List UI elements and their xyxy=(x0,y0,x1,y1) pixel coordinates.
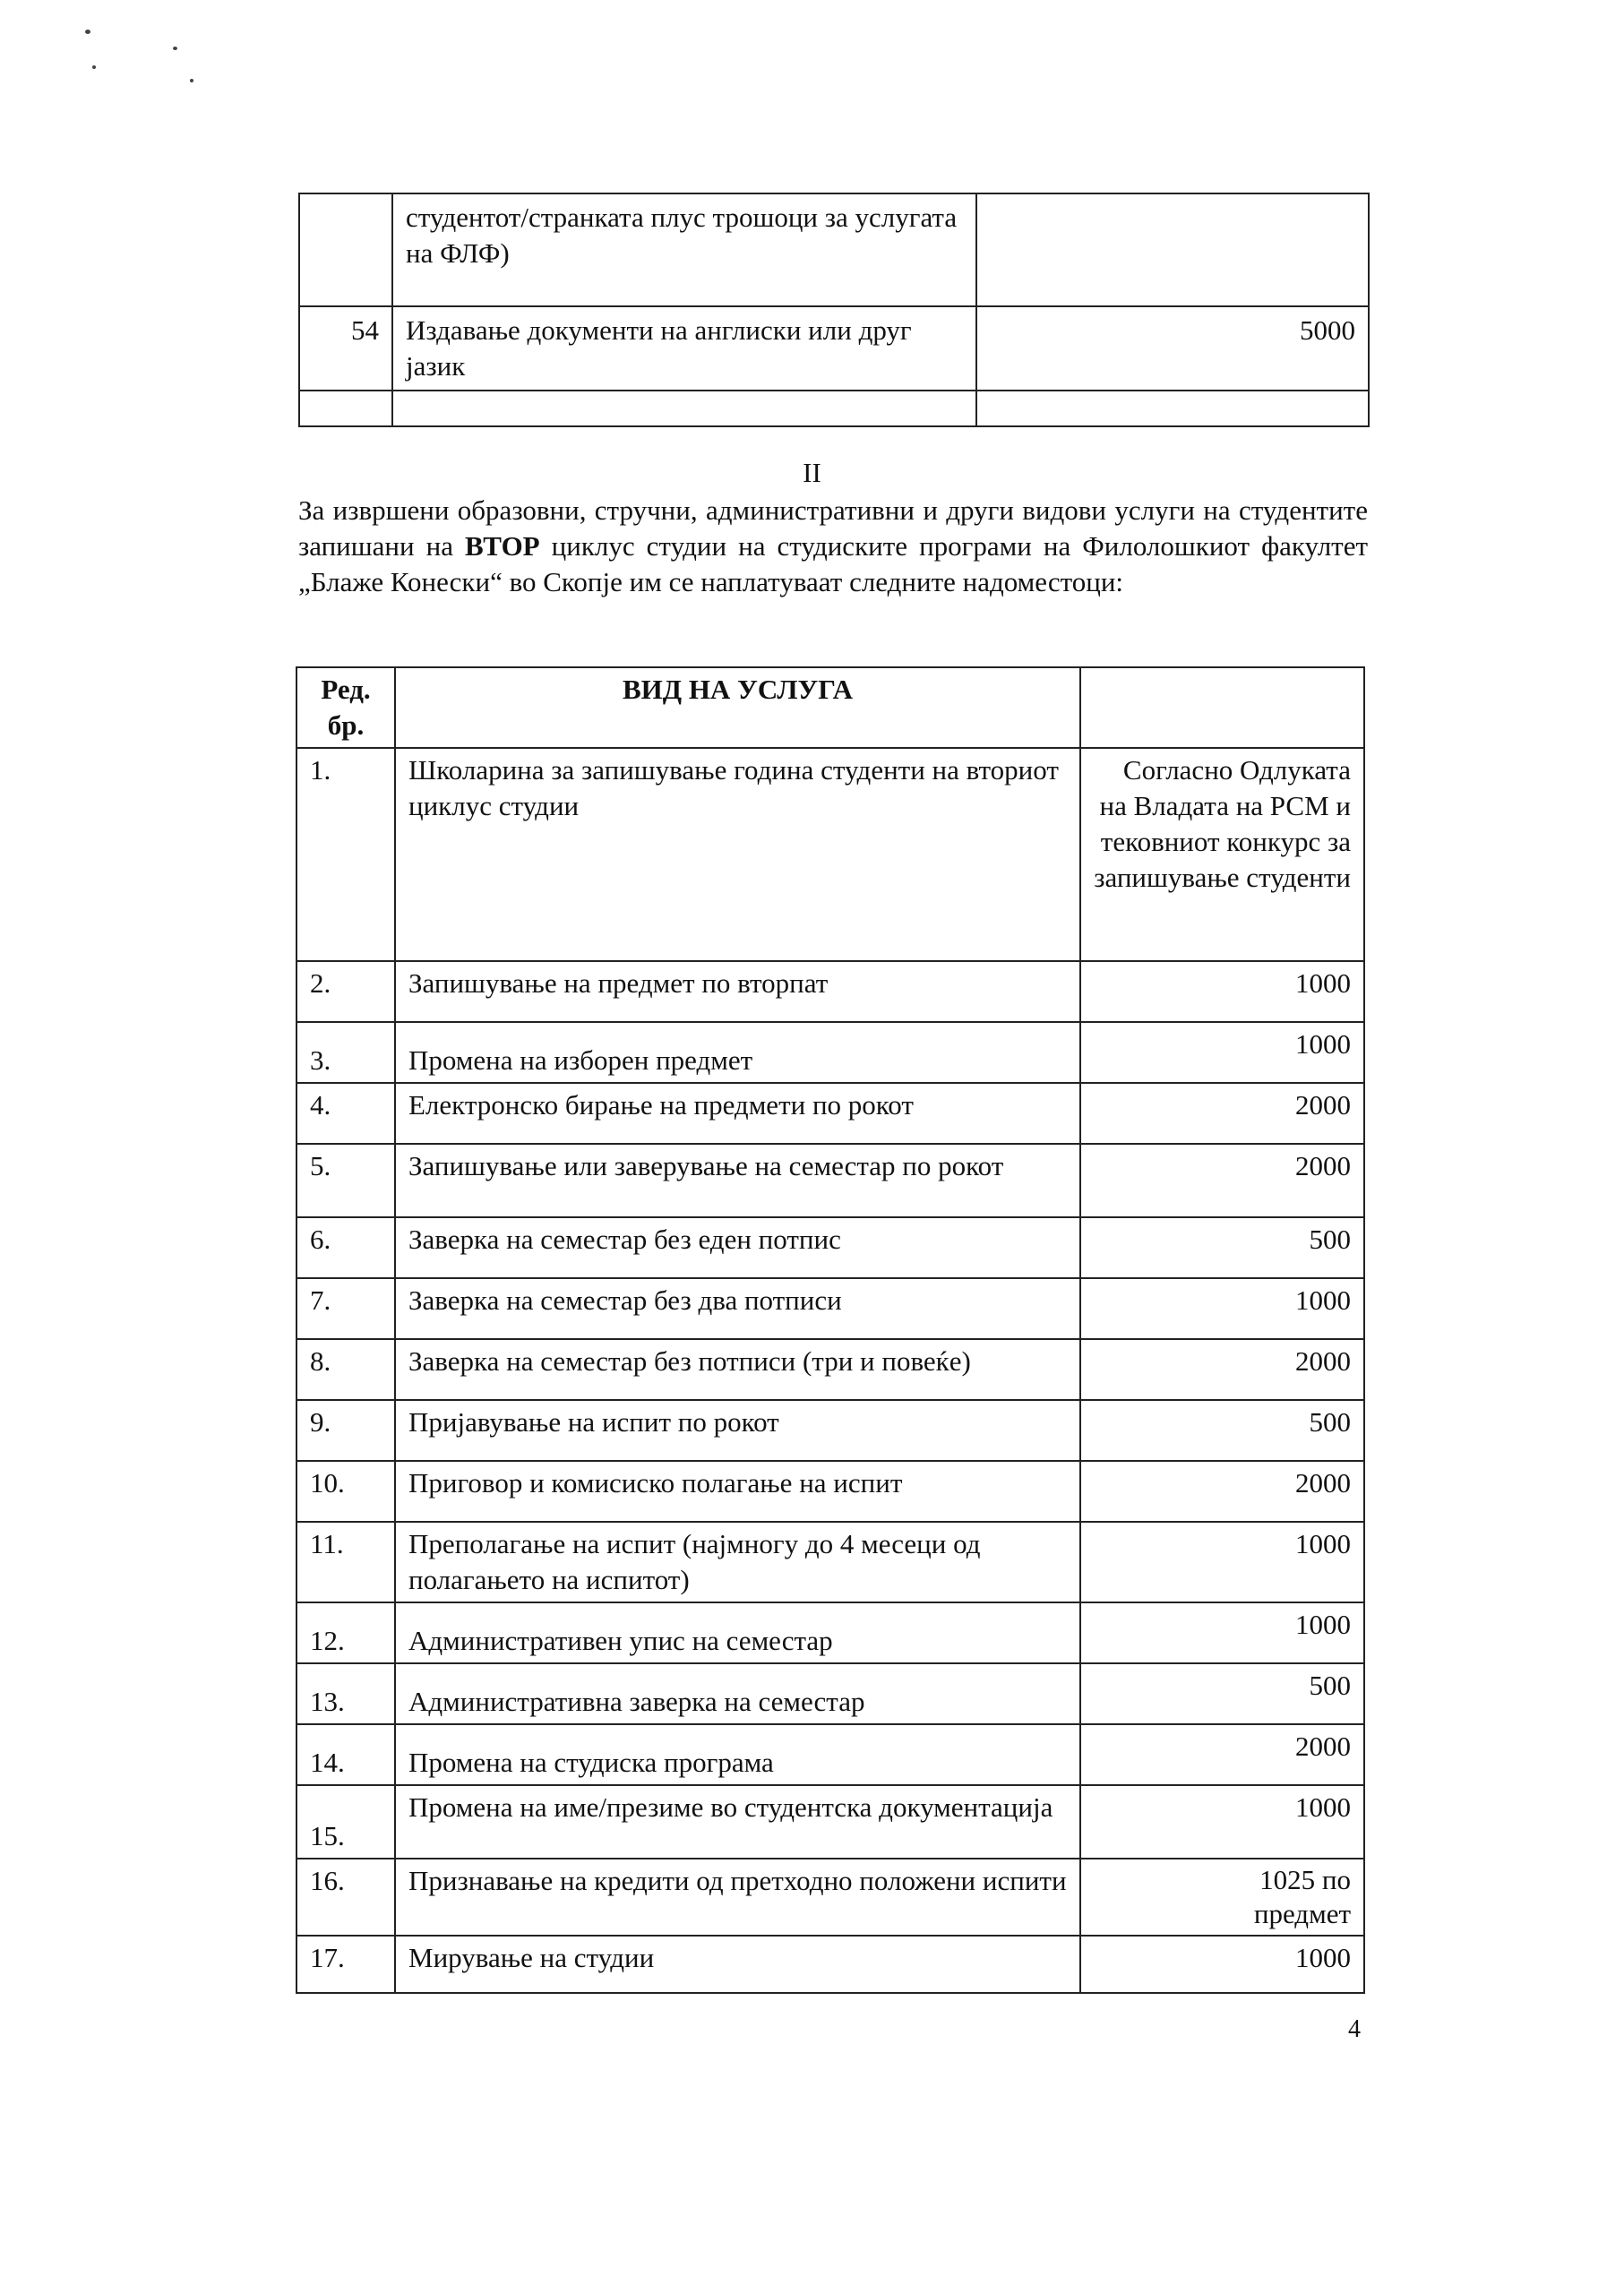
intro-text-end: циклус студии на студиските програми на Филолошкиот факултет „Блаже Конески“ во Скопје им се наплатуваат следните надоместоци: xyxy=(298,530,1369,597)
row-fee: 500 xyxy=(1080,1663,1364,1724)
row-fee-text: 1025 по предмет xyxy=(1253,1864,1351,1929)
continued-fee-table xyxy=(298,193,1370,427)
row-description: Промена на име/презиме во студентска документација xyxy=(395,1785,1080,1859)
table-row xyxy=(296,1663,1364,1724)
table-row xyxy=(296,1083,1364,1144)
table-row xyxy=(296,1461,1364,1522)
second-cycle-fee-table xyxy=(296,666,1365,1994)
table-row xyxy=(296,1339,1364,1400)
row-number: 1. xyxy=(296,748,395,961)
row-description: Запишување на предмет по вторпат xyxy=(395,961,1080,1022)
row-fee: 500 xyxy=(1080,1217,1364,1278)
table-row xyxy=(296,1785,1364,1859)
row-fee xyxy=(1080,1859,1364,1936)
table-row xyxy=(299,193,1369,306)
row-fee xyxy=(976,391,1369,426)
row-fee: 1000 xyxy=(1080,1936,1364,1993)
row-fee xyxy=(976,193,1369,306)
table-row xyxy=(296,748,1364,961)
table-row xyxy=(296,1859,1364,1936)
row-description: Приговор и комисиско полагање на испит xyxy=(395,1461,1080,1522)
row-number: 8. xyxy=(296,1339,395,1400)
table-row xyxy=(296,1602,1364,1663)
table-row xyxy=(299,306,1369,391)
scan-speck xyxy=(85,30,90,34)
row-description: Промена на студиска програма xyxy=(395,1724,1080,1785)
row-number: 10. xyxy=(296,1461,395,1522)
row-fee: 5000 xyxy=(976,306,1369,391)
intro-bold-cycle: ВТОР xyxy=(465,530,540,562)
row-fee: 2000 xyxy=(1080,1083,1364,1144)
row-number xyxy=(299,193,392,306)
row-fee: 2000 xyxy=(1080,1724,1364,1785)
row-fee: 1000 xyxy=(1080,1278,1364,1339)
row-number: 16. xyxy=(296,1859,395,1936)
row-number xyxy=(299,391,392,426)
section-heading: II xyxy=(803,457,821,488)
row-description: Признавање на кредити од претходно положени испити xyxy=(395,1859,1080,1936)
row-number: 5. xyxy=(296,1144,395,1217)
table-row xyxy=(296,1522,1364,1602)
row-number: 7. xyxy=(296,1278,395,1339)
table-row xyxy=(296,961,1364,1022)
row-number: 17. xyxy=(296,1936,395,1993)
row-description: Пријавување на испит по рокот xyxy=(395,1400,1080,1461)
row-number: 13. xyxy=(296,1663,395,1724)
row-number: 6. xyxy=(296,1217,395,1278)
row-description: Заверка на семестар без два потписи xyxy=(395,1278,1080,1339)
row-description: Школарина за запишување година студенти на вториот циклус студии xyxy=(395,748,1080,961)
row-fee: 1000 xyxy=(1080,961,1364,1022)
table-row xyxy=(296,1278,1364,1339)
scan-speck xyxy=(92,65,96,69)
row-description: Промена на изборен предмет xyxy=(395,1022,1080,1083)
row-number: 9. xyxy=(296,1400,395,1461)
table-row xyxy=(296,1144,1364,1217)
row-fee: Согласно Одлуката на Владата на РСМ и тековниот конкурс за запишување студенти xyxy=(1080,748,1364,961)
row-fee: 2000 xyxy=(1080,1144,1364,1217)
row-description: Административен упис на семестар xyxy=(395,1602,1080,1663)
row-number: 2. xyxy=(296,961,395,1022)
row-fee: 2000 xyxy=(1080,1339,1364,1400)
row-description: Заверка на семестар без потписи (три и повеќе) xyxy=(395,1339,1080,1400)
row-fee: 1000 xyxy=(1080,1022,1364,1083)
section-intro-paragraph xyxy=(298,493,1368,600)
row-number: 11. xyxy=(296,1522,395,1602)
row-number: 12. xyxy=(296,1602,395,1663)
header-fee xyxy=(1080,667,1364,748)
scan-speck xyxy=(173,47,177,50)
row-description: Издавање документи на англиски или друг јазик xyxy=(392,306,976,391)
table-header-row xyxy=(296,667,1364,748)
table-row xyxy=(296,1217,1364,1278)
row-description: студентот/странката плус трошоци за услугата на ФЛФ) xyxy=(392,193,976,306)
row-description: Електронско бирање на предмети по рокот xyxy=(395,1083,1080,1144)
intro-text-start: За извршени образовни, стручни, административни и други видови услуги на студентите запишани на xyxy=(298,494,1368,562)
row-description xyxy=(392,391,976,426)
row-fee: 2000 xyxy=(1080,1461,1364,1522)
row-number: 3. xyxy=(296,1022,395,1083)
header-row-number: Ред. бр. xyxy=(296,667,395,748)
row-fee: 1000 xyxy=(1080,1522,1364,1602)
row-number: 54 xyxy=(299,306,392,391)
table-row xyxy=(296,1936,1364,1993)
scan-speck xyxy=(190,79,193,82)
row-fee: 500 xyxy=(1080,1400,1364,1461)
row-fee: 1000 xyxy=(1080,1785,1364,1859)
row-fee: 1000 xyxy=(1080,1602,1364,1663)
table-row xyxy=(296,1022,1364,1083)
row-number: 15. xyxy=(296,1785,395,1859)
row-description: Заверка на семестар без еден потпис xyxy=(395,1217,1080,1278)
table-row xyxy=(296,1400,1364,1461)
header-service-kind: ВИД НА УСЛУГА xyxy=(395,667,1080,748)
table-row xyxy=(299,391,1369,426)
row-description: Запишување или заверување на семестар по рокот xyxy=(395,1144,1080,1217)
page-number: 4 xyxy=(1348,2015,1361,2043)
row-description: Преполагање на испит (најмногу до 4 месеци од полагањето на испитот) xyxy=(395,1522,1080,1602)
row-description: Административна заверка на семестар xyxy=(395,1663,1080,1724)
table-row xyxy=(296,1724,1364,1785)
row-number: 4. xyxy=(296,1083,395,1144)
row-number: 14. xyxy=(296,1724,395,1785)
row-description: Мирување на студии xyxy=(395,1936,1080,1993)
